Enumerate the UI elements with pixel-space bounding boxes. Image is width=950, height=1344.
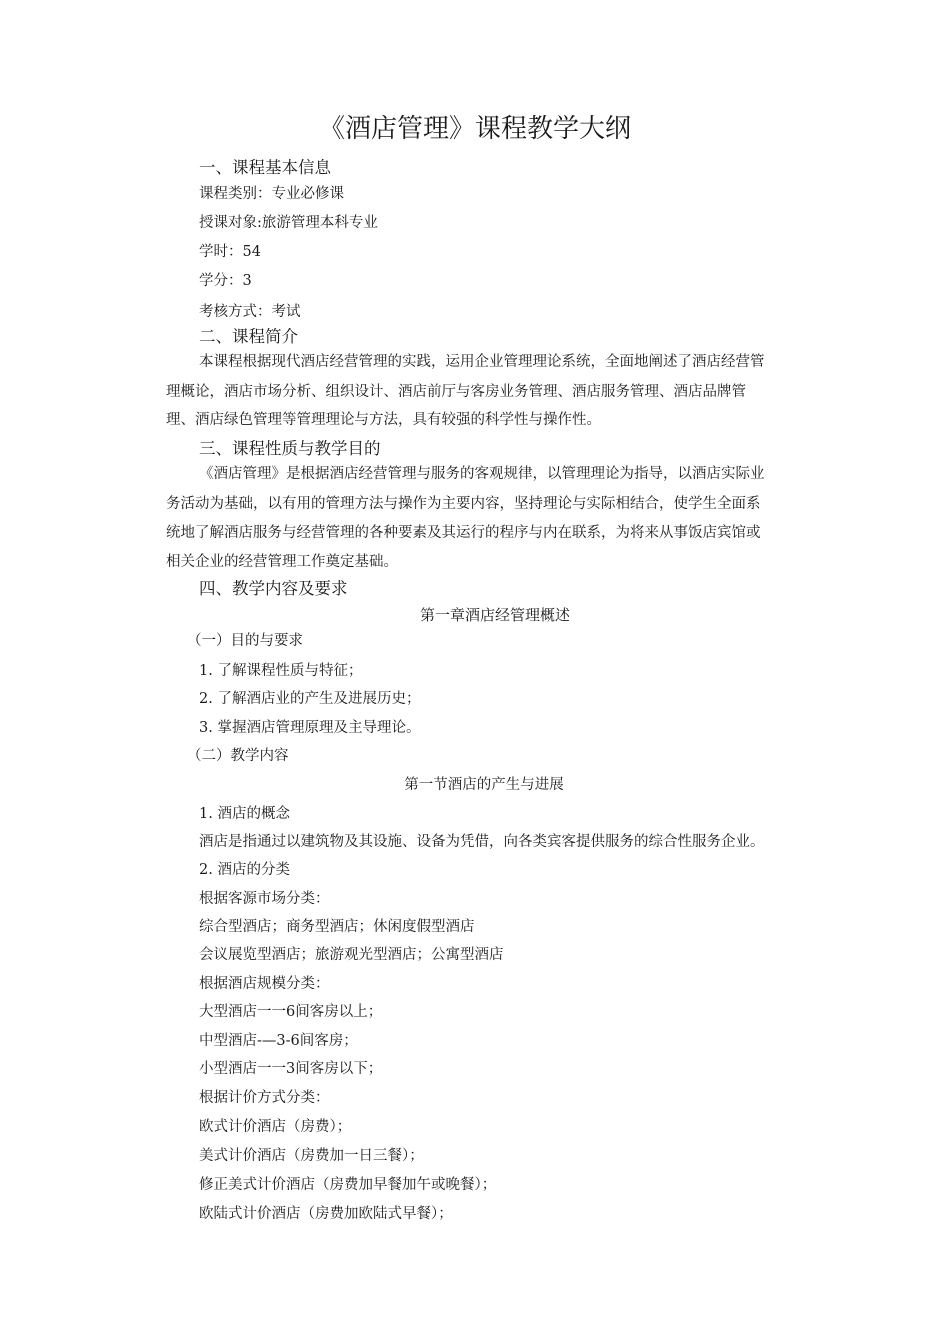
- section-heading-intro: 二、课程简介: [199, 327, 298, 346]
- info-hours: 学时：54: [199, 244, 261, 260]
- intro-line-2: 理概论，酒店市场分析、组织设计、酒店前厅与客房业务管理、酒店服务管理、酒店品牌管: [166, 384, 746, 400]
- body-line: 美式计价酒店（房费加一日三餐）；: [199, 1148, 424, 1164]
- body-line: 修正美式计价酒店（房费加早餐加午或晚餐）；: [199, 1177, 497, 1193]
- chapter-title: 第一章酒店经管理概述: [419, 606, 570, 624]
- goals-heading: （一）目的与要求: [187, 633, 303, 649]
- goal-item-1: 1. 了解课程性质与特征；: [199, 663, 363, 679]
- section-heading-nature: 三、课程性质与教学目的: [199, 439, 381, 458]
- goal-item-3: 3. 掌握酒店管理原理及主导理论。: [199, 720, 421, 736]
- nature-line-4: 相关企业的经营管理工作奠定基础。: [166, 554, 398, 570]
- body-line: 小型酒店一一3间客房以下；: [199, 1061, 383, 1077]
- body-line: 酒店是指通过以建筑物及其设施、设备为凭借，向各类宾客提供服务的综合性服务企业。: [199, 834, 765, 850]
- nature-line-1: 《酒店管理》是根据酒店经营管理与服务的客观规律，以管理理论为指导，以酒店实际业: [199, 466, 765, 482]
- body-line: 2. 酒店的分类: [199, 862, 290, 878]
- section-heading-content: 四、教学内容及要求: [199, 579, 348, 598]
- goal-item-2: 2. 了解酒店业的产生及进展历史；: [199, 691, 421, 707]
- body-line: 综合型酒店；商务型酒店；休闲度假型酒店: [199, 919, 475, 935]
- body-line: 根据计价方式分类：: [199, 1090, 330, 1106]
- nature-line-3: 统地了解酒店服务与经营管理的各种要素及其运行的程序与内在联系，为将来从事饭店宾馆或: [166, 525, 761, 541]
- info-assessment: 考核方式：考试: [199, 304, 301, 320]
- section-heading-basic-info: 一、课程基本信息: [199, 158, 331, 177]
- intro-line-1: 本课程根据现代酒店经营管理的实践，运用企业管理理论系统，全面地阐述了酒店经营管: [199, 354, 765, 370]
- nature-line-2: 务活动为基础，以有用的管理方法与操作为主要内容，坚持理论与实际相结合，使学生全面系: [166, 496, 761, 512]
- body-line: 会议展览型酒店；旅游观光型酒店；公寓型酒店: [199, 947, 504, 963]
- info-credits: 学分：3: [199, 273, 252, 289]
- body-line: 根据酒店规模分类：: [199, 976, 330, 992]
- intro-line-3: 理、酒店绿色管理等管理理论与方法，具有较强的科学性与操作性。: [166, 412, 601, 428]
- body-line: 根据客源市场分类：: [199, 891, 330, 907]
- body-line: 中型酒店-—3-6间客房；: [199, 1033, 358, 1049]
- body-line: 1. 酒店的概念: [199, 806, 290, 822]
- content-heading: （二）教学内容: [187, 748, 289, 764]
- info-course-category: 课程类别：专业必修课: [199, 186, 344, 202]
- body-line: 欧式计价酒店（房费）；: [199, 1119, 352, 1135]
- body-line: 大型酒店一一6间客房以上；: [199, 1004, 383, 1020]
- body-line: 欧陆式计价酒店（房费加欧陆式早餐）；: [199, 1206, 453, 1222]
- document-title: 《酒店管理》课程教学大纲: [318, 114, 631, 144]
- section-title: 第一节酒店的产生与进展: [404, 777, 564, 793]
- info-audience: 授课对象:旅游管理本科专业: [199, 215, 378, 231]
